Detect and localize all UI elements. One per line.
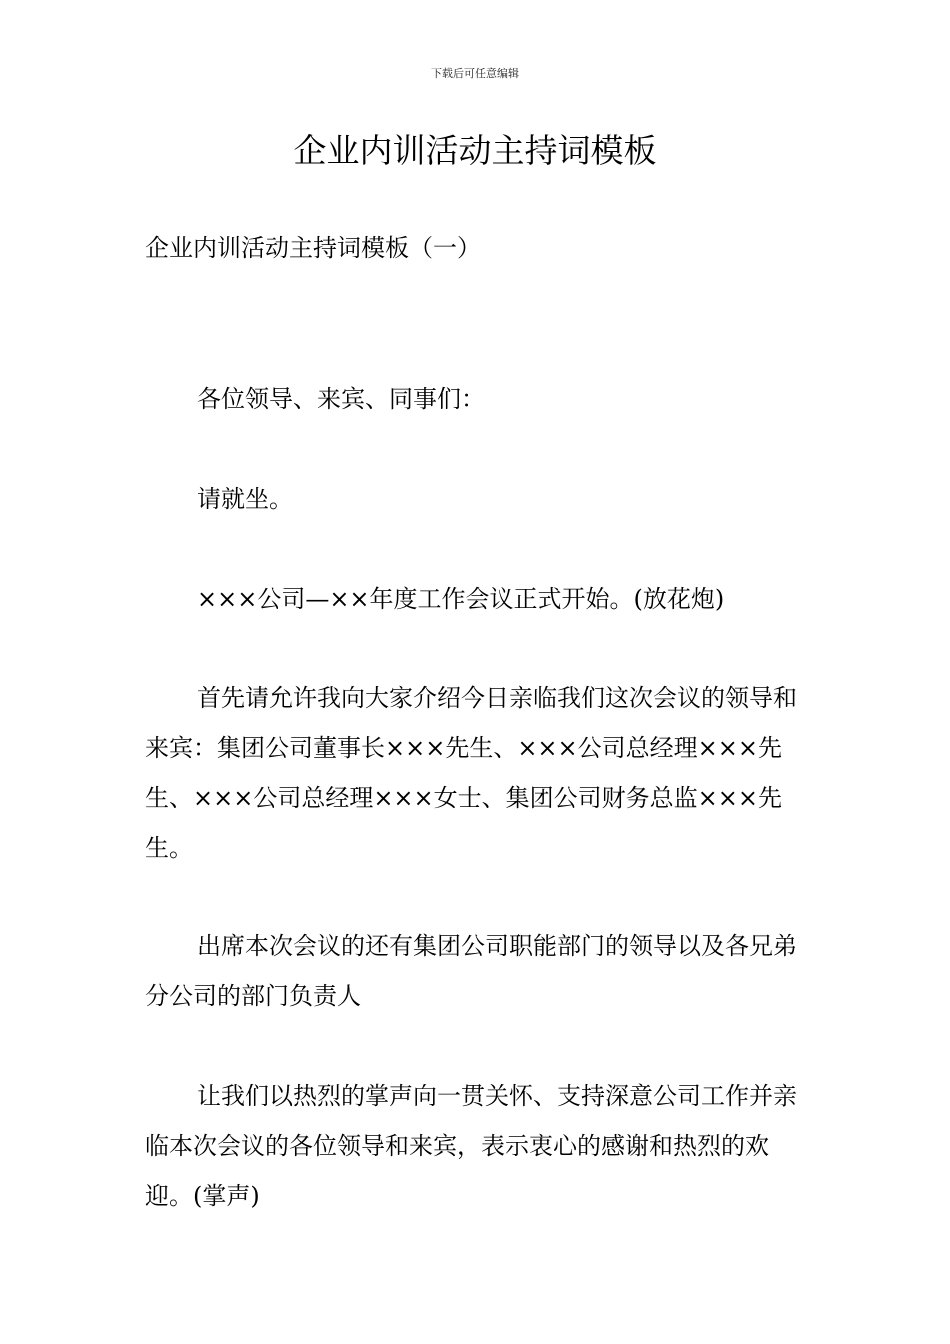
paragraph-applause: 让我们以热烈的掌声向一贯关怀、支持深意公司工作并亲临本次会议的各位领导和来宾，表示衷心的感谢和热烈的欢迎。(掌声) [145,1082,797,1210]
paragraph-introduce-guests: 首先请允许我向大家介绍今日亲临我们这次会议的领导和来宾：集团公司董事长×××先生、×××公司总经理×××先生、×××公司总经理×××女士、集团公司财务总监×××先生。 [145,684,797,862]
paragraph-please-sit: 请就坐。 [197,485,293,513]
paragraph-other-attendees: 出席本次会议的还有集团公司职能部门的领导以及各兄弟分公司的部门负责人 [145,932,797,1010]
paragraph-meeting-start: ×××公司—××年度工作会议正式开始。(放花炮) [197,585,725,613]
document-title: 企业内训活动主持词模板 [293,131,657,170]
paragraph-greeting: 各位领导、来宾、同事们： [197,385,485,413]
header-note: 下载后可任意编辑 [431,67,519,80]
document-subtitle: 企业内训活动主持词模板（一） [145,234,481,262]
